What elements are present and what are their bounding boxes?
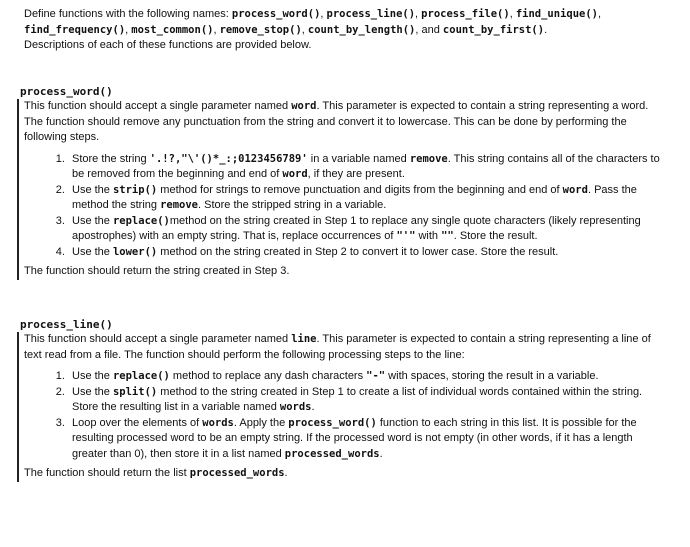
section-title: process_line() <box>20 318 113 331</box>
section-description: This function should accept a single parameter named line. This parameter is expected to contain a string representing a line of text read from a file. The function should perform the following processing steps to the line: <box>24 333 651 361</box>
fn-name: remove_stop() <box>219 23 302 36</box>
process-word-section <box>17 84 667 280</box>
section-description: This function should accept a single parameter named word. This parameter is expected to contain a string representing a word. The function should remove any punctuation from the string and convert it to lowercase. This can be done by performing the following steps. <box>24 100 649 143</box>
fn-name: find_unique() <box>515 8 598 20</box>
list-item: 4. Use the lower() method on the string created in Step 2 to convert it to lower case. Store the result. <box>68 245 667 261</box>
intro-note: Descriptions of each of these functions are provided below. <box>24 39 312 51</box>
intro-paragraph <box>24 7 674 54</box>
list-item: 2. Use the strip() method for strings to remove punctuation and digits from the beginning and end of word. Pass the method the string remove. Store the stripped string in a variable. <box>68 183 667 214</box>
section-body <box>17 99 667 280</box>
fn-name: process_file() <box>421 8 510 20</box>
intro-lead: Define functions with the following names: <box>24 8 232 20</box>
fn-name: process_line() <box>326 8 416 20</box>
fn-name: process_word() <box>231 8 321 20</box>
fn-name: count_by_length() <box>307 23 416 36</box>
fn-name: find_frequency() <box>24 23 126 36</box>
section-closing: The function should return the list processed_words. <box>24 467 288 479</box>
list-item: 3. Use the replace()method on the string created in Step 1 to replace any single quote characters (likely representing apostrophes) with an empty string. That is, replace occurrences of "'" with "". Store the result. <box>68 214 667 245</box>
process-line-section <box>17 317 667 482</box>
param-name: line <box>291 333 317 345</box>
intro-function-list: Define functions with the following names: process_word(), process_line(), process_file(), find_unique(), find_frequency(), most_common(), remove_stop(), count_by_length(), and count_by_first(). <box>24 8 602 36</box>
list-item: 1. Use the replace() method to replace any dash characters "-" with spaces, storing the result in a variable. <box>68 369 667 385</box>
list-item: 1. Store the string '.!?,"\'()*_:;0123456789' in a variable named remove. This string contains all of the characters to be removed from the beginning and end of word, if they are present. <box>68 152 667 183</box>
param-name: word <box>291 100 317 112</box>
section-closing: The function should return the string created in Step 3. <box>24 265 290 277</box>
section-body <box>17 332 667 482</box>
fn-name: most_common() <box>131 23 214 36</box>
fn-name: count_by_first() <box>442 23 545 36</box>
list-item: 3. Loop over the elements of words. Apply the process_word() function to each string in this list. It is possible for the resulting processed word to be an empty string. If the processed word is not empty (in other words, if it has a length greater than 0), then store it in a list named processed_words. <box>68 416 667 463</box>
steps-list <box>24 369 667 462</box>
list-item: 2. Use the split() method to the string created in Step 1 to create a list of individual words contained within the string. Store the resulting list in a variable named words. <box>68 385 667 416</box>
section-title: process_word() <box>20 85 113 98</box>
steps-list <box>24 152 667 261</box>
